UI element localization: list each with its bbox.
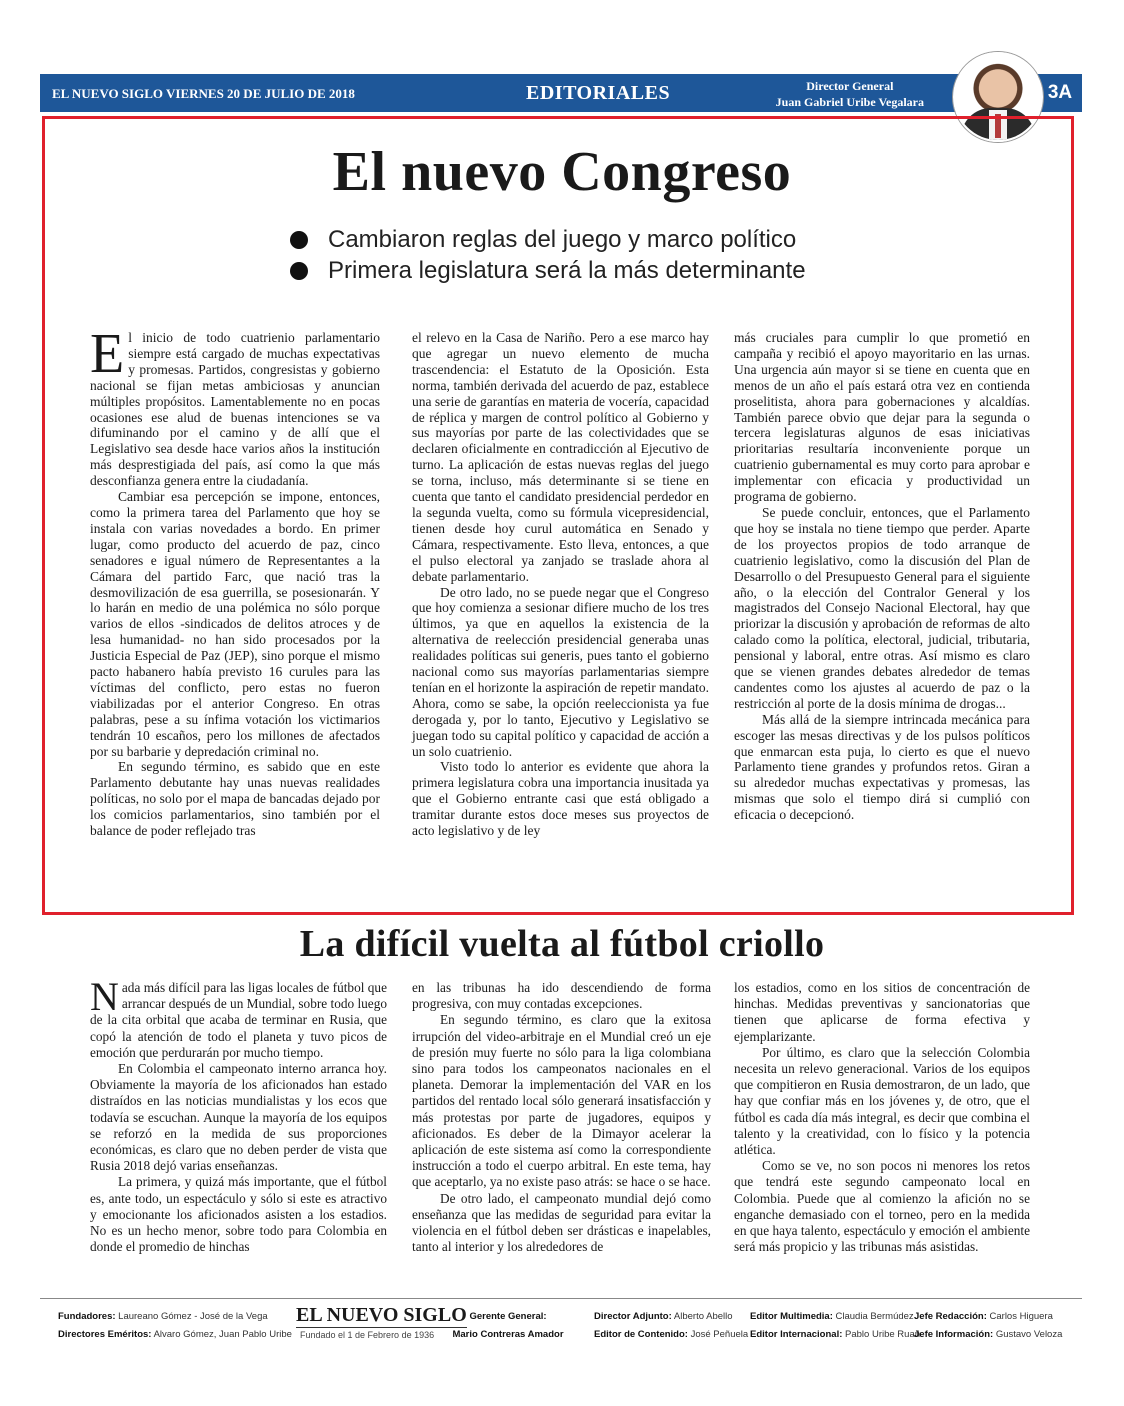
newspaper-logo: EL NUEVO SIGLO (296, 1304, 467, 1326)
drop-cap: E (90, 323, 125, 385)
drop-cap: N (90, 974, 119, 1019)
footer-divider (40, 1298, 1082, 1299)
paragraph: Cambiar esa percepción se impone, entonces, como la primera tarea del Parlamento que hoy se instala con varias novedades a bordo. En primer lugar, como producto del acuerdo de paz, cinco senadores e igual número de Representantes a la Cámara del partido Farc, que nació tras la desmovilización de esa guerrilla, se posesionarán. Y lo harán en medio de una polémica no sólo porque varios de ellos -sindicados de delitos atroces y de lesa humanidad- no han sido procesados por la Justicia Especial de Paz (JEP), sino porque el mismo pacto habanero había previsto 16 curules para las víctimas del conflicto, pero estas no fueron viabilizadas por el anterior Congreso. En otras palabras, pese a su ínfima votación los victimarios tendrán 10 escaños, pero los millones de afectados por su barbarie y depredación criminal no. (90, 489, 380, 759)
bullet-item: Cambiaron reglas del juego y marco político (290, 224, 806, 255)
footer-founders: Fundadores: Laureano Gómez - José de la Vega Directores Eméritos: Alvaro Gómez, Juan Pablo Uribe (58, 1311, 292, 1340)
footer-editors-1: Director Adjunto: Alberto Abello Editor de Contenido: José Peñuela (594, 1311, 749, 1340)
page-number: 3A (1036, 74, 1082, 112)
editorial-1-column-1 (90, 323, 380, 839)
director-credit (776, 78, 924, 110)
paragraph: En segundo término, es sabido que en este Parlamento debutante hay unas nuevas realidades políticas, no solo por el mapa de bancadas dejado por los comicios parlamentarios, sino también por el balance de poder reflejado tras (90, 759, 380, 839)
paragraph: en las tribunas ha ido descendiendo de forma progresiva, con muy contadas excepciones. (412, 980, 711, 1012)
header-date: EL NUEVO SIGLO VIERNES 20 DE JULIO DE 2018 (52, 86, 355, 101)
editorial-1-title: El nuevo Congreso (332, 141, 792, 203)
director-name: Juan Gabriel Uribe Vegalara (775, 95, 924, 109)
paragraph: En segundo término, es claro que la exitosa irrupción del video-arbitraje en el Mundial creó un eje de presión muy fuerte no sólo para la liga colombiana sino para todos los campeonatos nacionales en el planeta. Demorar la implementación del VAR en los partidos del rentado local sólo generará insatisfacción y más protestas por parte de jugadores, equipos y aficionados. Es deber de la Dimayor acelerar la aplicación de este sistema así como la correspondiente instrucción a todo el cuerpo arbitral. En este tema, hay que aceptarlo, ya no existe paso atrás: se hace o se hace. (412, 1012, 711, 1190)
paragraph: De otro lado, el campeonato mundial dejó como enseñanza que las medidas de seguridad para evitar la violencia en el fútbol deben ser drásticas e inapelables, tanto al interior y los alrededores de (412, 1190, 711, 1255)
paragraph: La primera, y quizá más importante, que el fútbol es, ante todo, un espectáculo y sólo si este es atractivo y emocionante los aficionados asisten a los estadios. No es un hecho menor, sobre todo para Colombia en donde el promedio de hinchas (90, 1174, 387, 1255)
header-bar (40, 74, 1082, 112)
footer-editors-3: Jefe Redacción: Carlos Higuera Jefe Información: Gustavo Veloza (914, 1311, 1063, 1340)
paragraph: Por último, es claro que la selección Colombia necesita un relevo generacional. Varios de los equipos que compitieron en Rusia demostraron, de un lado, que hay que confiar más en los jóvenes y, de otro, que el fútbol es cada día más integral, es decir que combina el talento y la creatividad, con lo físico y la potencia atlética. (734, 1044, 1030, 1158)
paragraph: Se puede concluir, entonces, que el Parlamento que hoy se instala no tiene tiempo que perder. Aparte de los proyectos propios de todo arranque de cuatrienio legislativo, como la discusión del Plan de Desarrollo o del Presupuesto General para el siguiente año, o la elección del Contralor General y los magistrados del Consejo Nacional Electoral, hay que priorizar la discusión y aprobación de reformas de alto calado como la política, electoral, judicial, tributaria, pensional y laboral, entre otras. Así mismo es claro que se vienen grandes debates alrededor de temas candentes como los ajustes al acuerdo de paz o la restricción al porte de la dosis mínima de drogas... (734, 504, 1030, 711)
founded-date: Fundado el 1 de Febrero de 1936 (300, 1330, 435, 1340)
editorial-2-column-1 (90, 974, 388, 1255)
section-title: EDITORIALES (526, 82, 671, 104)
editorial-1-column-3 (734, 330, 1030, 823)
bullet-item: Primera legislatura será la más determinante (290, 255, 806, 286)
paragraph: el relevo en la Casa de Nariño. Pero a ese marco hay que agregar un nuevo elemento de mucha trascendencia: el Estatuto de la Oposición. Esta norma, también derivada del acuerdo de paz, establece una serie de garantías en materia de vocería, capacidad de réplica y margen de control político al Gobierno y sus mayorías por parte de las colectividades que se declaren oficialmente en contradicción al Ejecutivo de turno. La aplicación de estas nuevas reglas del juego se torna, incluso, más determinante si se tiene en cuenta que tanto el candidato presidencial perdedor en la segunda vuelta, como su fórmula vicepresidencial, tienen desde hoy curul automática en Senado y Cámara, respectivamente. Esto lleva, entonces, a que el pulso electoral ya zanjado se traslade ahora al debate parlamentario. (412, 330, 709, 584)
director-role: Director General (806, 79, 894, 93)
editorial-1-bullets (290, 224, 806, 286)
paragraph: En Colombia el campeonato interno arranca hoy. Obviamente la mayoría de los aficionados han estado distraídos en las noticias mundialistas y los ecos que todavía se escuchan. Aunque la mayoría de los equipos se reforzó en la medida de sus proporciones económicas, es claro que no deben perder de vista que Rusia 2018 dejó varias enseñanzas. (90, 1061, 387, 1174)
footer-editors-2: Editor Multimedia: Claudia Bermúdez Editor Internacional: Pablo Uribe Ruan (750, 1311, 921, 1340)
paragraph: Como se ve, no son pocos ni menores los retos que tendrá este segundo campeonato local en Colombia. Puede que al comienzo la afición no se enganche demasiado con el torneo, pero en la medida en que haya talento, espectáculo y emoción el ambiente será más propicio y las tribunas más asistidas. (734, 1158, 1030, 1255)
bullet-icon (290, 231, 308, 249)
paragraph: De otro lado, no se puede negar que el Congreso que hoy comienza a sesionar difiere mucho de los tres últimos, ya que en aquellos la existencia de la alternativa de reelección presidencial generaba unas realidades políticas sui generis, pues tanto el gobierno nacional como sus mayorías parlamentarias siempre tenían en el horizonte la aspiración de repetir mandato. Ahora, como se sabe, la opción reeleccionista ya fue derogada y, por lo tanto, Ejecutivo y Legislativo se juegan todo su capital político y capacidad de acción a un solo cuatrienio. (412, 584, 709, 759)
editorial-1-column-2 (412, 330, 709, 839)
editorial-2-title: La difícil vuelta al fútbol criollo (299, 923, 825, 965)
paragraph: Más allá de la siempre intrincada mecánica para escoger las mesas directivas y de los pulsos políticos que enmarcan esta puja, lo cierto es que el nuevo Parlamento tiene grandes y profundos retos. Giran a su alrededor muchas expectativas y promesas, las mismas que solo el tiempo dirá si cumplió con eficacia o decepcionó. (734, 711, 1030, 823)
paragraph: los estadios, como en los sitios de concentración de hinchas. Medidas preventivas y sancionatorias que tienen que aplicarse de forma efectiva y ejemplarizante. (734, 980, 1030, 1044)
paragraph: Visto todo lo anterior es evidente que ahora la primera legislatura cobra una importancia inusitada ya que el Gobierno entrante casi que está obligado a tramitar durante estos doce meses sus proyectos de acto legislativo y de ley (412, 759, 709, 839)
editorial-2-column-2 (412, 980, 711, 1255)
bullet-icon (290, 262, 308, 280)
footer-manager: Gerente General: Mario Contreras Amador (452, 1311, 564, 1340)
paragraph: más cruciales para cumplir lo que prometió en campaña y recibió el apoyo mayoritario en las urnas. Una urgencia aún mayor si se tiene en cuenta que en menos de un año el país estará otra vez en contienda proselitista, ahora para gobernaciones y alcaldías. También parece obvio que dejar para la segunda o tercera legislaturas algunos de esas iniciativas prioritarias resultaría inconveniente porque un cuatrienio gubernamental es muy corto para aprobar e implementar con eficacia y productividad un programa de gobierno. (734, 330, 1030, 505)
paragraph: El inicio de todo cuatrienio parlamentario siempre está cargado de muchas expectativas y promesas. Partidos, congresistas y gobierno nacional se fijan metas ambiciosas y anuncian múltiples propósitos. Lamentablemente no en pocas ocasiones ese alud de buenas intenciones se va difuminando por el camino y de allí que el Legislativo sea desde hace varios años la institución más desprestigiada del país, así como la que más desconfianza genera entre la ciudadanía. (90, 323, 380, 489)
editorial-2-column-3 (734, 980, 1030, 1255)
paragraph: Nada más difícil para las ligas locales de fútbol que arrancar después de un Mundial, sobre todo luego de la cita orbital que acaba de terminar en Rusia, que copó la atención de todo el planeta y tuvo picos de emoción que perdurarán por mucho tiempo. (90, 974, 388, 1060)
